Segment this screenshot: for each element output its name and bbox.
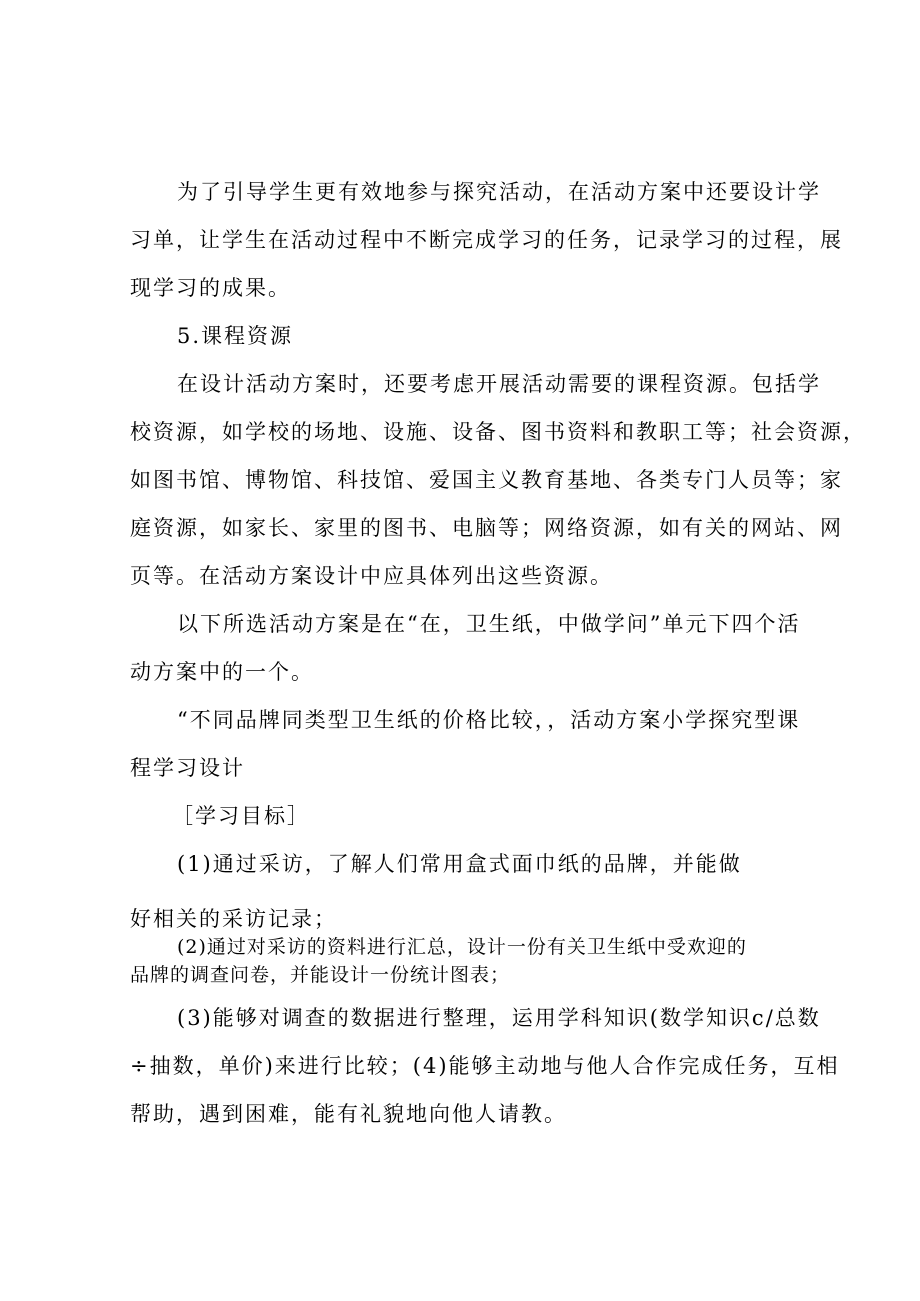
selected-plan-line-1: 以下所选活动方案是在“在，卫生纸，中做学问”单元下四个活 [177, 612, 801, 636]
intro-paragraph-line-3: 现学习的成果。 [130, 276, 291, 300]
intro-paragraph-line-2: 习单，让学生在活动过程中不断完成学习的任务，记录学习的过程，展 [130, 228, 843, 252]
resources-paragraph-line-3: 如图书馆、博物馆、科技馆、爱国主义教育基地、各类专门人员等；家 [130, 468, 843, 492]
section-heading: 5.课程资源 [177, 324, 294, 348]
objectives-heading: ［学习目标］ [172, 804, 310, 828]
selected-plan-line-2: 动方案中的一个。 [130, 660, 314, 684]
plan-title-line-2: 程学习设计 [130, 756, 245, 780]
objective-3-line-1: (3)能够对调查的数据进行整理，运用学科知识(数学知识c/总数 [177, 1006, 821, 1030]
objective-1-line-1: (1)通过采访，了解人们常用盒式面巾纸的品牌，并能做 [177, 852, 742, 876]
intro-paragraph-line-1: 为了引导学生更有效地参与探究活动，在活动方案中还要设计学 [177, 180, 821, 204]
objective-3-line-3: 帮助，遇到困难，能有礼貌地向他人请教。 [130, 1102, 567, 1126]
resources-paragraph-line-2: 校资源，如学校的场地、设施、设备、图书资料和教职工等；社会资源， [130, 420, 866, 444]
objective-1-line-2: 好相关的采访记录； [130, 907, 337, 931]
resources-paragraph-line-5: 页等。在活动方案设计中应具体列出这些资源。 [130, 564, 613, 588]
objective-2-line-1: (2)通过对采访的资料进行汇总，设计一份有关卫生纸中受欢迎的 [177, 936, 747, 958]
objective-2-line-2: 品牌的调查问卷，并能设计一份统计图表； [130, 964, 511, 986]
objective-3-line-2: ÷抽数，单价)来进行比较；(4)能够主动地与他人合作完成任务，互相 [130, 1054, 840, 1078]
resources-paragraph-line-1: 在设计活动方案时，还要考虑开展活动需要的课程资源。包括学 [177, 372, 821, 396]
plan-title-line-1: “不同品牌同类型卫生纸的价格比较，，活动方案小学探究型课 [177, 708, 801, 732]
resources-paragraph-line-4: 庭资源，如家长、家里的图书、电脑等；网络资源，如有关的网站、网 [130, 516, 843, 540]
